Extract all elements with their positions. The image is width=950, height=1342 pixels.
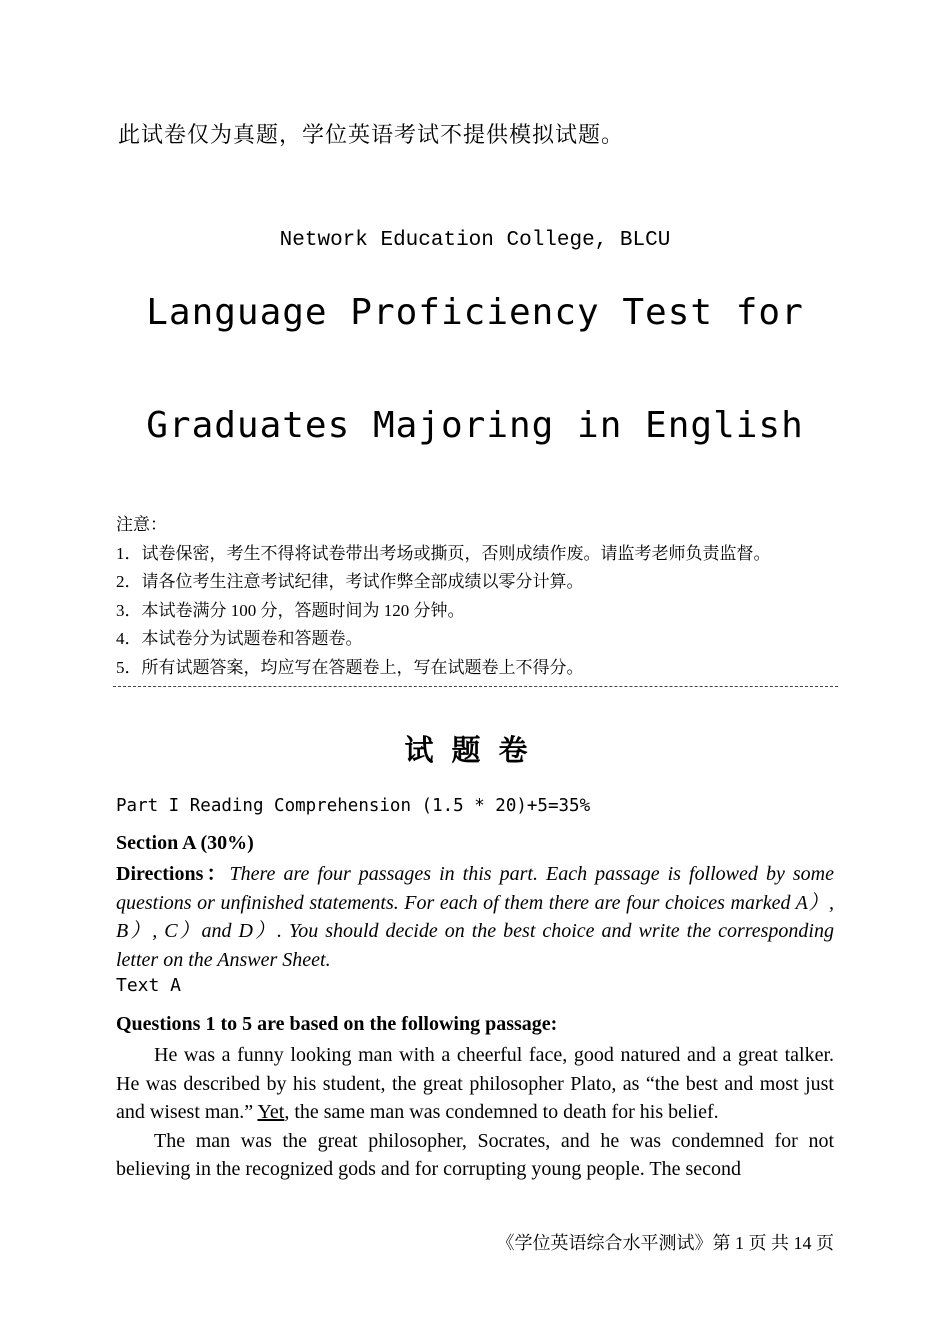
- disclaimer-text: 此试卷仅为真题，学位英语考试不提供模拟试题。: [118, 122, 625, 147]
- notice-item: 4．本试卷分为试题卷和答题卷。: [116, 629, 363, 648]
- text-label: Text A: [116, 975, 182, 996]
- notice-item: 3．本试卷满分 100 分，答题时间为 120 分钟。: [116, 600, 465, 620]
- test-title-line-2: Graduates Majoring in English: [146, 405, 804, 446]
- dashed-separator: [113, 686, 838, 687]
- underlined-word: Yet: [257, 1101, 285, 1124]
- passage-text: He was a funny looking man with a cheerful face, good natured and a great talker. He was described by his student, the great philosopher Plato, as “the best and most just and wisest man.”: [116, 1044, 834, 1124]
- notice-item: 1．试卷保密，考生不得将试卷带出考场或撕页，否则成绩作废。请监考老师负责监督。: [116, 543, 771, 563]
- notice-heading: 注意：: [116, 515, 167, 534]
- notice-item: 2．请各位考生注意考试纪律，考试作弊全部成绩以零分计算。: [116, 572, 584, 591]
- notice-block: [116, 511, 771, 682]
- paper-title: 试题卷: [404, 733, 546, 767]
- directions-text: There are four passages in this part. Each passage is followed by some questions or unfinished statements. For each of them there are four choices marked A）, B）, C）and D）. You should decide on the best choice and write the corresponding letter on the Answer Sheet.: [116, 863, 834, 971]
- reading-passage: [116, 1041, 834, 1184]
- college-name: Network Education College, BLCU: [279, 229, 671, 252]
- section-heading: Section A (30%): [116, 832, 254, 854]
- notice-item: 5．所有试题答案，均应写在答题卷上，写在试题卷上不得分。: [116, 657, 584, 677]
- directions-label: Directions：: [116, 863, 230, 885]
- part-heading: Part I Reading Comprehension (1.5 * 20)+5=35%: [116, 796, 591, 816]
- page-footer: 《学位英语综合水平测试》第 1 页 共 14 页: [496, 1233, 834, 1253]
- passage-paragraph-1: [116, 1041, 834, 1127]
- questions-heading: Questions 1 to 5 are based on the following passage:: [116, 1013, 558, 1035]
- passage-paragraph-2: The man was the great philosopher, Socrates, and he was condemned for not believing in the recognized gods and for corrupting young people. The second: [116, 1129, 834, 1181]
- passage-text: , the same man was condemned to death for his belief.: [284, 1101, 719, 1124]
- test-title-line-1: Language Proficiency Test for: [146, 292, 804, 333]
- directions-paragraph: [116, 860, 834, 974]
